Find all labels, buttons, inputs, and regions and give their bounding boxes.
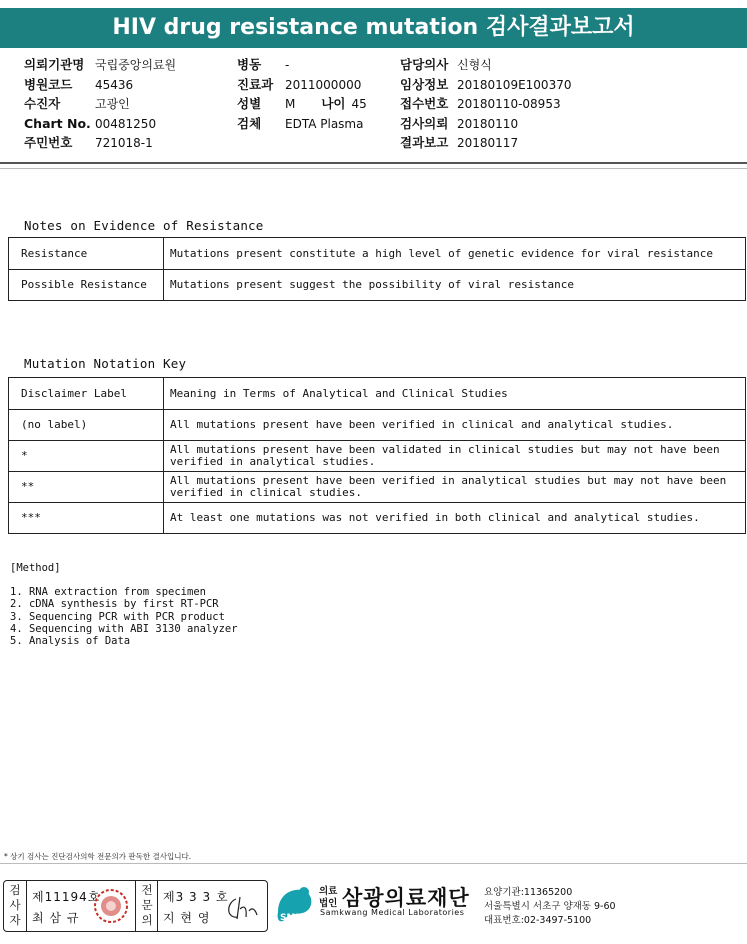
info-divider-light [0, 168, 747, 169]
examiner-label-text [6, 883, 24, 928]
notes-label: Possible Resistance [9, 270, 164, 301]
info-value: 20180110 [457, 116, 519, 131]
lab-prefix-top: 의료 [319, 886, 338, 897]
sml-logo-icon [272, 882, 316, 928]
info-value: M [285, 97, 296, 111]
lab-name: 삼광의료재단 [342, 886, 470, 910]
lab-code: 요양기관:11365200 [484, 887, 573, 898]
info-label: Chart No. [24, 115, 91, 131]
key-text: At least one mutations was not verified in both clinical and analytical studies. [164, 503, 746, 534]
method-step: 5. Analysis of Data [10, 635, 131, 648]
info-value: 20180109E100370 [457, 77, 572, 92]
notes-table [8, 237, 746, 301]
key-label: (no label) [9, 410, 164, 441]
info-row [400, 94, 571, 114]
notes-label: Resistance [9, 238, 164, 270]
info-value: - [285, 58, 290, 72]
key-text: All mutations present have been validated in clinical studies but may not have been verified in analytical studies. [164, 441, 746, 472]
method-step: 4. Sequencing with ABI 3130 analyzer [10, 622, 238, 635]
info-row [24, 133, 176, 153]
key-text: All mutations present have been verified in analytical studies but may not have been verified in clinical studies. [164, 472, 746, 503]
lab-name-en: Samkwang Medical Laboratories [320, 908, 465, 917]
info-label: 성별 [237, 96, 262, 111]
physician-license: 제3 3 3 호 [163, 890, 229, 904]
vertical-char: 사 [9, 898, 21, 912]
method-spacer [10, 574, 238, 586]
info-label: 진료과 [237, 76, 274, 92]
info-label: 주민번호 [24, 135, 73, 150]
table-row [9, 441, 746, 472]
info-row [237, 94, 367, 114]
info-divider [0, 162, 747, 164]
vertical-char: 문 [141, 898, 153, 912]
method-step: 1. RNA extraction from specimen [10, 586, 206, 599]
info-value: 00481250 [95, 116, 157, 131]
sml-logo-text: SML [280, 913, 302, 923]
vertical-char: 전 [141, 883, 153, 897]
lab-phone: 대표번호:02-3497-5100 [484, 915, 592, 926]
info-label: 의뢰기관명 [24, 57, 85, 72]
info-value: 2011000000 [285, 77, 362, 92]
notes-text: Mutations present suggest the possibility of viral resistance [164, 270, 746, 301]
seal-icon [93, 887, 129, 925]
key-label: ** [9, 472, 164, 503]
key-section-title: Mutation Notation Key [24, 356, 187, 371]
info-column-middle [237, 55, 367, 133]
table-row [9, 472, 746, 503]
info-row [400, 75, 571, 95]
info-row [24, 55, 176, 75]
table-header-row [9, 378, 746, 410]
signature-divider [26, 881, 27, 931]
info-value: 45436 [95, 77, 134, 92]
notes-text: Mutations present constitute a high level of genetic evidence for viral resistance [164, 238, 746, 270]
info-label: 병동 [237, 57, 262, 72]
info-row [400, 133, 571, 153]
signature-icon [222, 893, 262, 923]
vertical-char: 의 [141, 913, 153, 927]
info-value: 고광인 [95, 97, 130, 111]
notes-section-title: Notes on Evidence of Resistance [24, 218, 264, 233]
info-column-right [400, 55, 571, 153]
info-label: 접수번호 [400, 96, 449, 111]
report-title: HIV drug resistance mutation 검사결과보고서 [112, 15, 635, 40]
physician-name: 지 현 영 [163, 911, 211, 925]
examiner-label [6, 883, 24, 928]
signature-box [3, 880, 268, 932]
key-header-label: Disclaimer Label [9, 378, 164, 410]
examiner-name: 최 삼 규 [32, 911, 80, 925]
info-label: 임상정보 [400, 76, 449, 92]
footer-divider [0, 863, 747, 864]
info-value: 721018-1 [95, 136, 153, 150]
info-row [237, 114, 367, 134]
age-label: 나이 [321, 96, 346, 111]
info-label: 담당의사 [400, 57, 449, 72]
vertical-char: 자 [9, 913, 21, 927]
examiner-license: 제11194호 [32, 890, 101, 904]
age-value: 45 [351, 97, 367, 111]
method-section [10, 562, 238, 647]
info-value: 20180110-08953 [457, 97, 561, 111]
table-row [9, 238, 746, 270]
key-table [8, 377, 746, 534]
method-title: [Method] [10, 562, 61, 574]
info-row [400, 114, 571, 134]
method-step: 3. Sequencing PCR with PCR product [10, 610, 225, 623]
info-column-left [24, 55, 176, 153]
info-value: 20180117 [457, 136, 519, 150]
info-label: 수진자 [24, 96, 61, 111]
method-step: 2. cDNA synthesis by first RT-PCR [10, 598, 219, 611]
key-header-text: Meaning in Terms of Analytical and Clinical Studies [164, 378, 746, 410]
lab-address: 서울특별시 서초구 양재동 9-60 [484, 901, 616, 912]
info-label: 검체 [237, 115, 262, 131]
info-value: EDTA Plasma [285, 116, 364, 131]
report-title-bar [0, 8, 747, 48]
info-row [237, 55, 367, 75]
lab-prefix-bottom: 법인 [319, 898, 338, 909]
vertical-char: 검 [9, 883, 21, 897]
info-value: 국립중앙의료원 [95, 58, 177, 72]
key-label: *** [9, 503, 164, 534]
table-row [9, 410, 746, 441]
info-label: 병원코드 [24, 76, 73, 92]
info-value: 신형식 [457, 58, 492, 72]
info-row [24, 94, 176, 114]
info-row [24, 114, 176, 134]
table-row [9, 503, 746, 534]
footnote: * 상기 검사는 진단검사의학 전문의가 판독한 결사입니다. [4, 852, 192, 861]
signature-divider [157, 881, 158, 931]
info-row [24, 75, 176, 95]
info-label: 결과보고 [400, 135, 449, 150]
info-label: 검사의뢰 [400, 115, 449, 131]
physician-label [138, 883, 156, 928]
signature-divider [135, 881, 136, 931]
key-text: All mutations present have been verified in clinical and analytical studies. [164, 410, 746, 441]
info-row [237, 75, 367, 95]
key-label: * [9, 441, 164, 472]
info-row [400, 55, 571, 75]
table-row [9, 270, 746, 301]
physician-label-text [138, 883, 156, 928]
